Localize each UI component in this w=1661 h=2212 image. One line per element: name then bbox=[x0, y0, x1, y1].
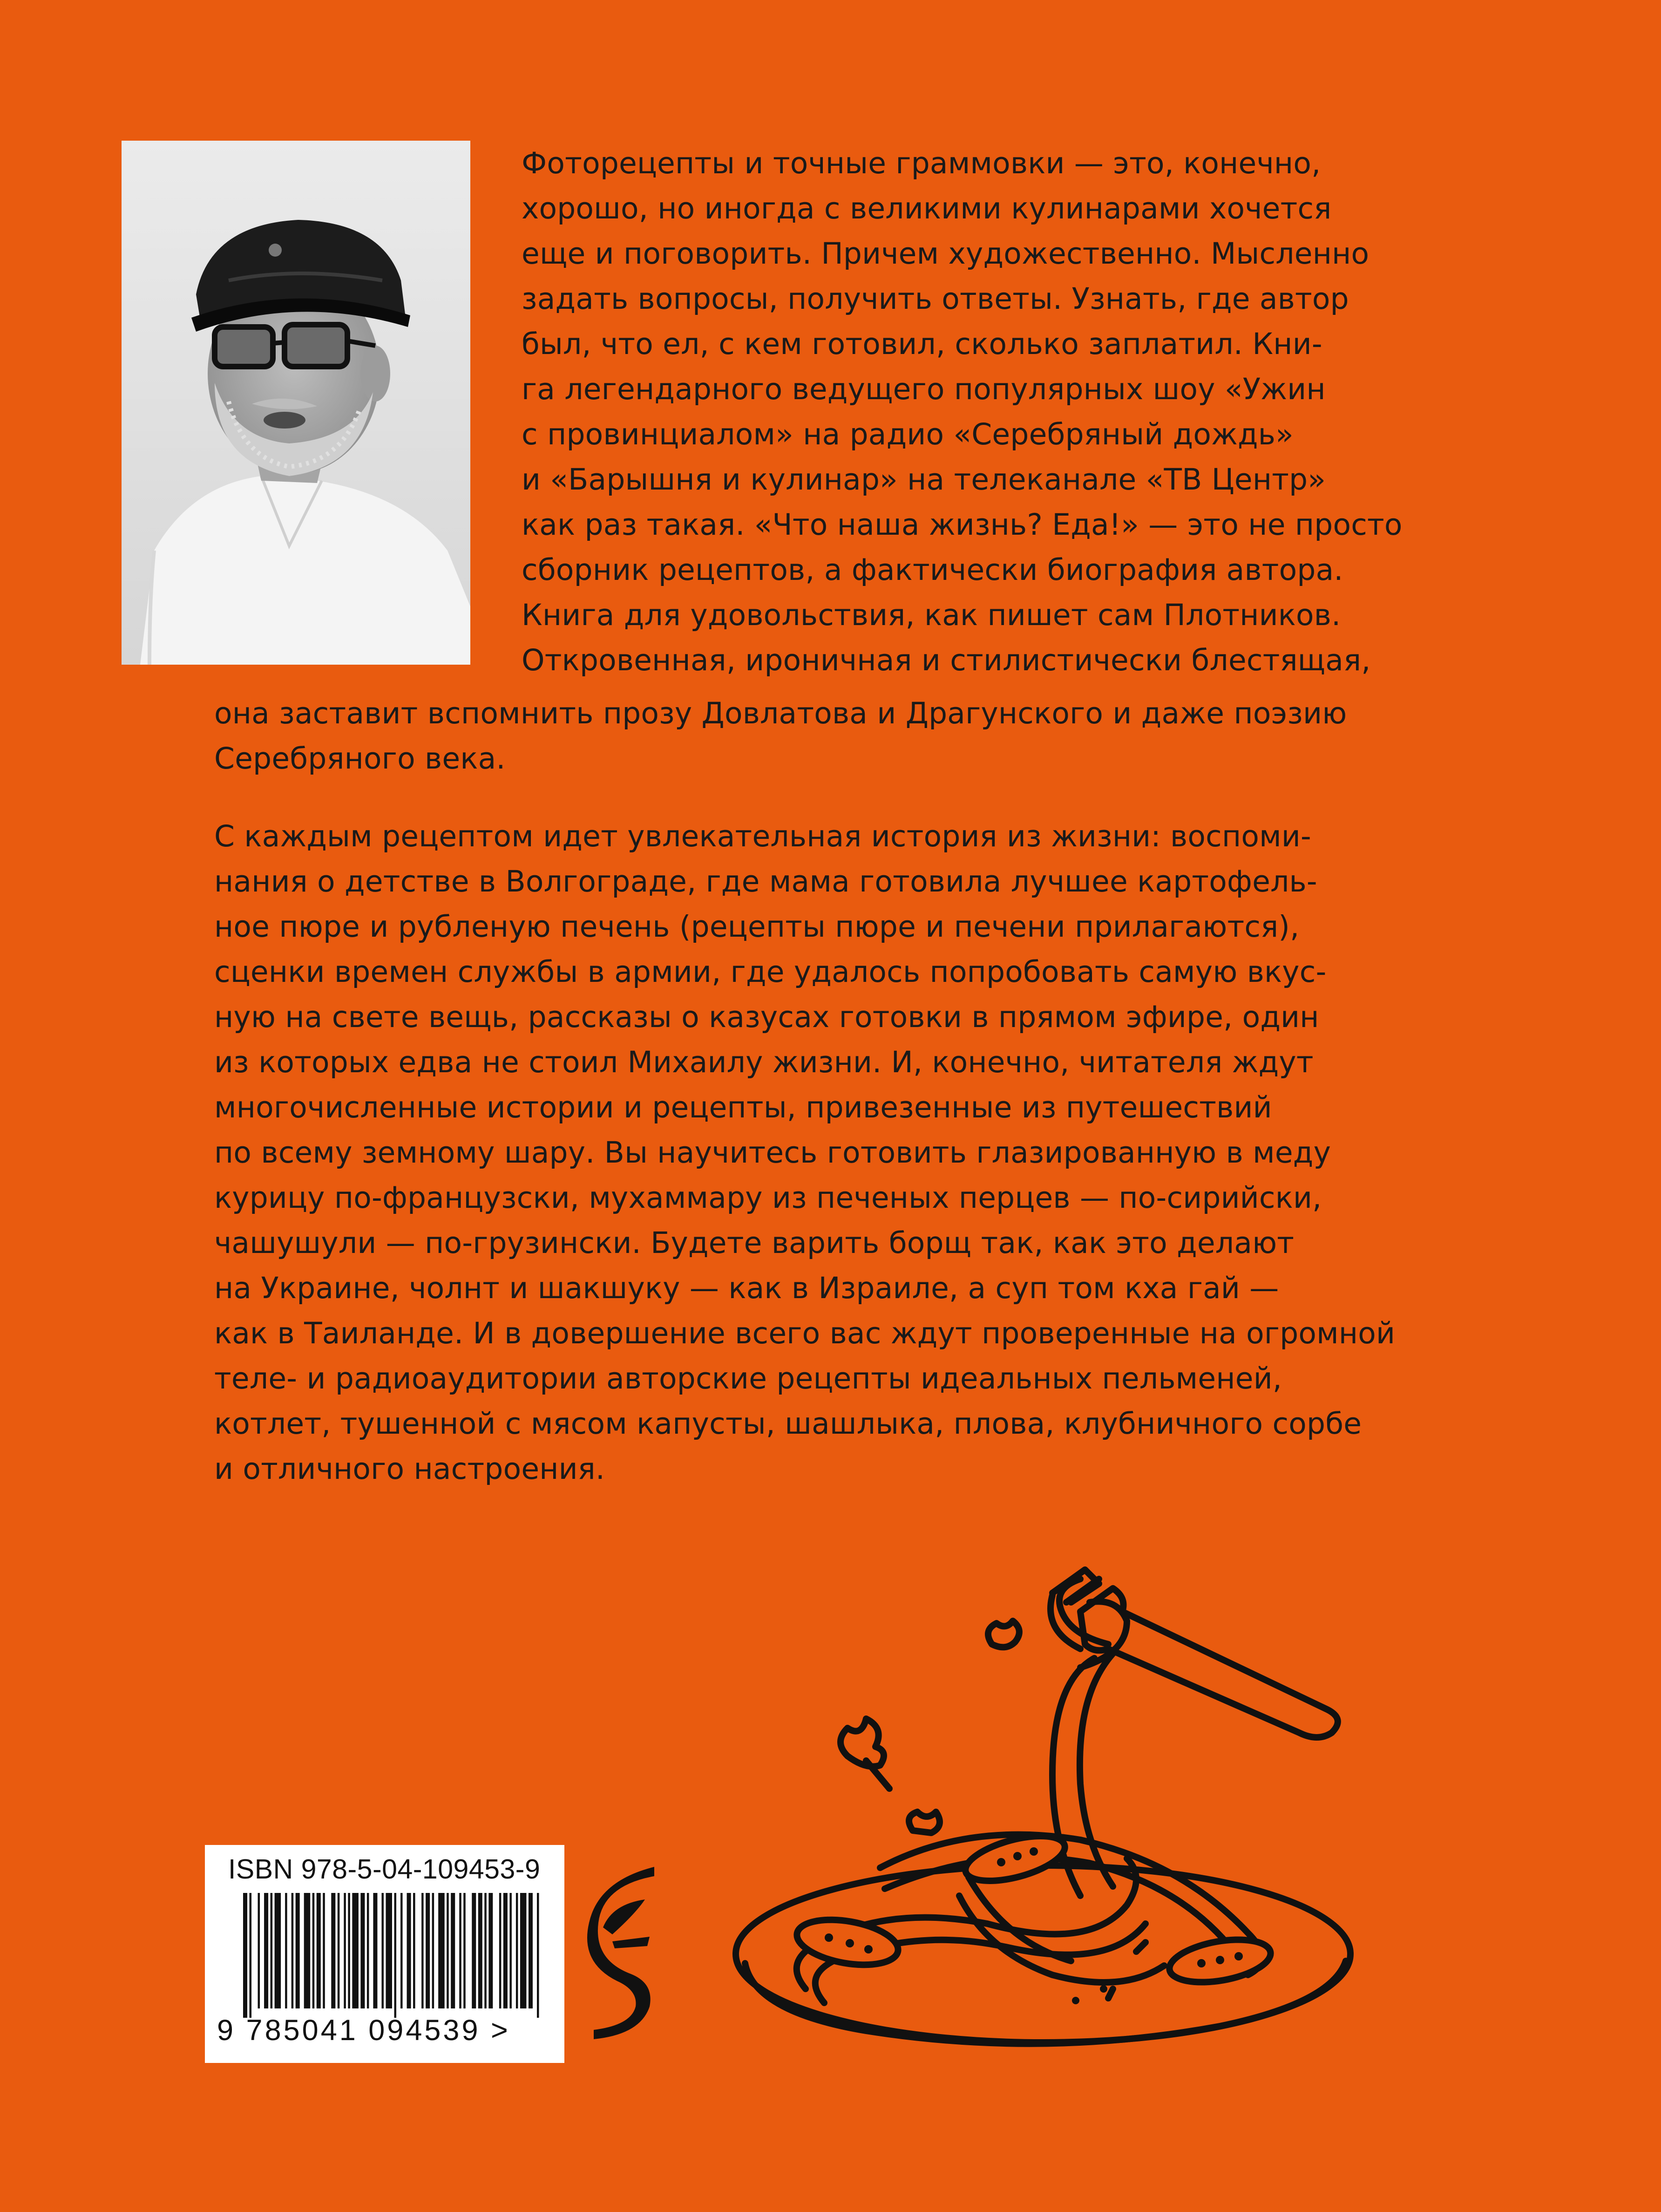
barcode-bar bbox=[488, 1893, 493, 2008]
p1-line: задать вопросы, получить ответы. Узнать, где автор bbox=[522, 282, 1349, 316]
eksmo-logo-icon bbox=[584, 1867, 659, 2044]
p2-line: теле- и радиоаудитории авторские рецепты идеальных пельменей, bbox=[214, 1361, 1282, 1395]
barcode-bar bbox=[285, 1893, 287, 2008]
p2-line: чашушули — по-грузински. Будете варить борщ так, как это делают bbox=[214, 1226, 1295, 1260]
p2-line: котлет, тушенной с мясом капусты, шашлыка, плова, клубничного сорбе bbox=[214, 1407, 1362, 1441]
p2-line: и отличного настроения. bbox=[214, 1452, 605, 1486]
p1-line: Книга для удовольствия, как пишет сам Плотников. bbox=[522, 598, 1341, 632]
barcode-bar bbox=[360, 1893, 365, 2008]
barcode-bar bbox=[400, 1893, 403, 2008]
barcode-bar bbox=[386, 1893, 392, 2008]
barcode-icon bbox=[243, 1893, 541, 2018]
p1-line: и «Барышня и кулинар» на телеканале «ТВ Центр» bbox=[522, 463, 1326, 497]
barcode-bar bbox=[243, 1893, 247, 2018]
isbn-barcode-block bbox=[205, 1845, 564, 2063]
barcode-bar bbox=[331, 1893, 335, 2008]
barcode-bar bbox=[432, 1893, 434, 2008]
barcode-bar bbox=[529, 1893, 533, 2008]
p2-line: как в Таиланде. И в довершение всего вас ждут проверенные на огромной bbox=[214, 1316, 1396, 1350]
barcode-bar bbox=[275, 1893, 281, 2008]
barcode-bar bbox=[472, 1893, 476, 2008]
publisher-logo bbox=[584, 1867, 659, 2044]
p1-line: как раз такая. «Что наша жизнь? Еда!» — это не просто bbox=[522, 508, 1403, 542]
barcode-bar bbox=[381, 1893, 384, 2008]
barcode-bar bbox=[338, 1893, 340, 2008]
barcode-bar bbox=[394, 1893, 397, 2018]
barcode-bar bbox=[250, 1893, 252, 2018]
barcode-bar bbox=[459, 1893, 461, 2008]
barcode-bar bbox=[312, 1893, 315, 2008]
barcode-bar bbox=[447, 1893, 449, 2008]
barcode-bar bbox=[413, 1893, 415, 2008]
p1-line: она заставит вспомнить прозу Довлатова и Драгунского и даже поэзию bbox=[214, 696, 1347, 730]
ean-digits: 9 785041 094539 > bbox=[217, 2014, 510, 2047]
p1-line: был, что ел, с кем готовил, сколько заплатил. Кни- bbox=[522, 327, 1322, 361]
barcode-bar bbox=[499, 1893, 502, 2008]
author-portrait-photo-icon bbox=[122, 141, 470, 665]
p1-line: с провинциалом» на радио «Серебряный дождь» bbox=[522, 417, 1294, 451]
p2-line: по всему земному шару. Вы научитесь готовить глазированную в меду bbox=[214, 1136, 1331, 1170]
p1-line: Серебряного века. bbox=[214, 742, 506, 776]
p1-line: Фоторецепты и точные граммовки — это, конечно, bbox=[522, 146, 1321, 180]
p2-line: из которых едва не стоил Михаилу жизни. И, конечно, читателя ждут bbox=[214, 1045, 1314, 1079]
p1-line: еще и поговорить. Причем художественно. Мысленно bbox=[522, 237, 1369, 271]
barcode-bar bbox=[421, 1893, 424, 2008]
p2-line: на Украине, чолнт и шакшуку — как в Израиле, а суп том кха гай — bbox=[214, 1271, 1279, 1305]
barcode-bar bbox=[367, 1893, 369, 2008]
barcode-bar bbox=[323, 1893, 325, 2008]
p2-line: нания о детстве в Волгограде, где мама готовила лучшее картофель- bbox=[214, 864, 1317, 898]
barcode-bar bbox=[271, 1893, 273, 2008]
p2-line: ную на свете вещь, рассказы о казусах готовки в прямом эфире, один bbox=[214, 1000, 1319, 1034]
barcode-bar bbox=[407, 1893, 411, 2008]
barcode-bar bbox=[264, 1893, 268, 2008]
barcode-bar bbox=[426, 1893, 430, 2008]
p1-line: сборник рецептов, а фактически биография автора. bbox=[522, 553, 1343, 587]
barcode-bar bbox=[509, 1893, 512, 2008]
barcode-bar bbox=[317, 1893, 321, 2008]
barcode-bar bbox=[438, 1893, 445, 2008]
p1-line: га легендарного ведущего популярных шоу «Ужин bbox=[522, 372, 1326, 406]
barcode-bar bbox=[304, 1893, 311, 2008]
author-photo bbox=[122, 141, 470, 665]
barcode-bar bbox=[478, 1893, 482, 2008]
barcode-bar bbox=[484, 1893, 487, 2008]
p1-line: хорошо, но иногда с великими кулинарами хочется bbox=[522, 191, 1332, 225]
barcode-bar bbox=[296, 1893, 300, 2008]
barcode-bar bbox=[451, 1893, 455, 2008]
barcode-bar bbox=[344, 1893, 346, 2008]
p2-line: С каждым рецептом идет увлекательная история из жизни: воспоми- bbox=[214, 819, 1311, 853]
barcode-bar bbox=[348, 1893, 350, 2008]
p2-line: курицу по-французски, мухаммару из печеных перцев — по-сирийски, bbox=[214, 1181, 1322, 1215]
barcode-bar bbox=[352, 1893, 359, 2008]
barcode-bar bbox=[520, 1893, 527, 2008]
p1-line: Откровенная, ироничная и стилистически блестящая, bbox=[522, 643, 1371, 677]
barcode-bars bbox=[243, 1893, 541, 2018]
barcode-bar bbox=[537, 1893, 539, 2018]
plate-illustration bbox=[726, 1542, 1416, 2124]
p2-line: сценки времен службы в армии, где удалось попробовать самую вкус- bbox=[214, 955, 1327, 989]
p2-line: ное пюре и рубленую печень (рецепты пюре и печени прилагаются), bbox=[214, 910, 1300, 944]
barcode-bar bbox=[503, 1893, 508, 2008]
barcode-bar bbox=[258, 1893, 260, 2008]
barcode-bar bbox=[516, 1893, 518, 2008]
barcode-bar bbox=[373, 1893, 377, 2008]
barcode-bar bbox=[292, 1893, 294, 2008]
isbn-label: ISBN 978-5-04-109453-9 bbox=[228, 1854, 541, 1885]
barcode-bar bbox=[463, 1893, 466, 2008]
p2-line: многочисленные истории и рецепты, привезенные из путешествий bbox=[214, 1090, 1272, 1124]
plate-with-pasta-and-fork-icon bbox=[726, 1542, 1416, 2124]
